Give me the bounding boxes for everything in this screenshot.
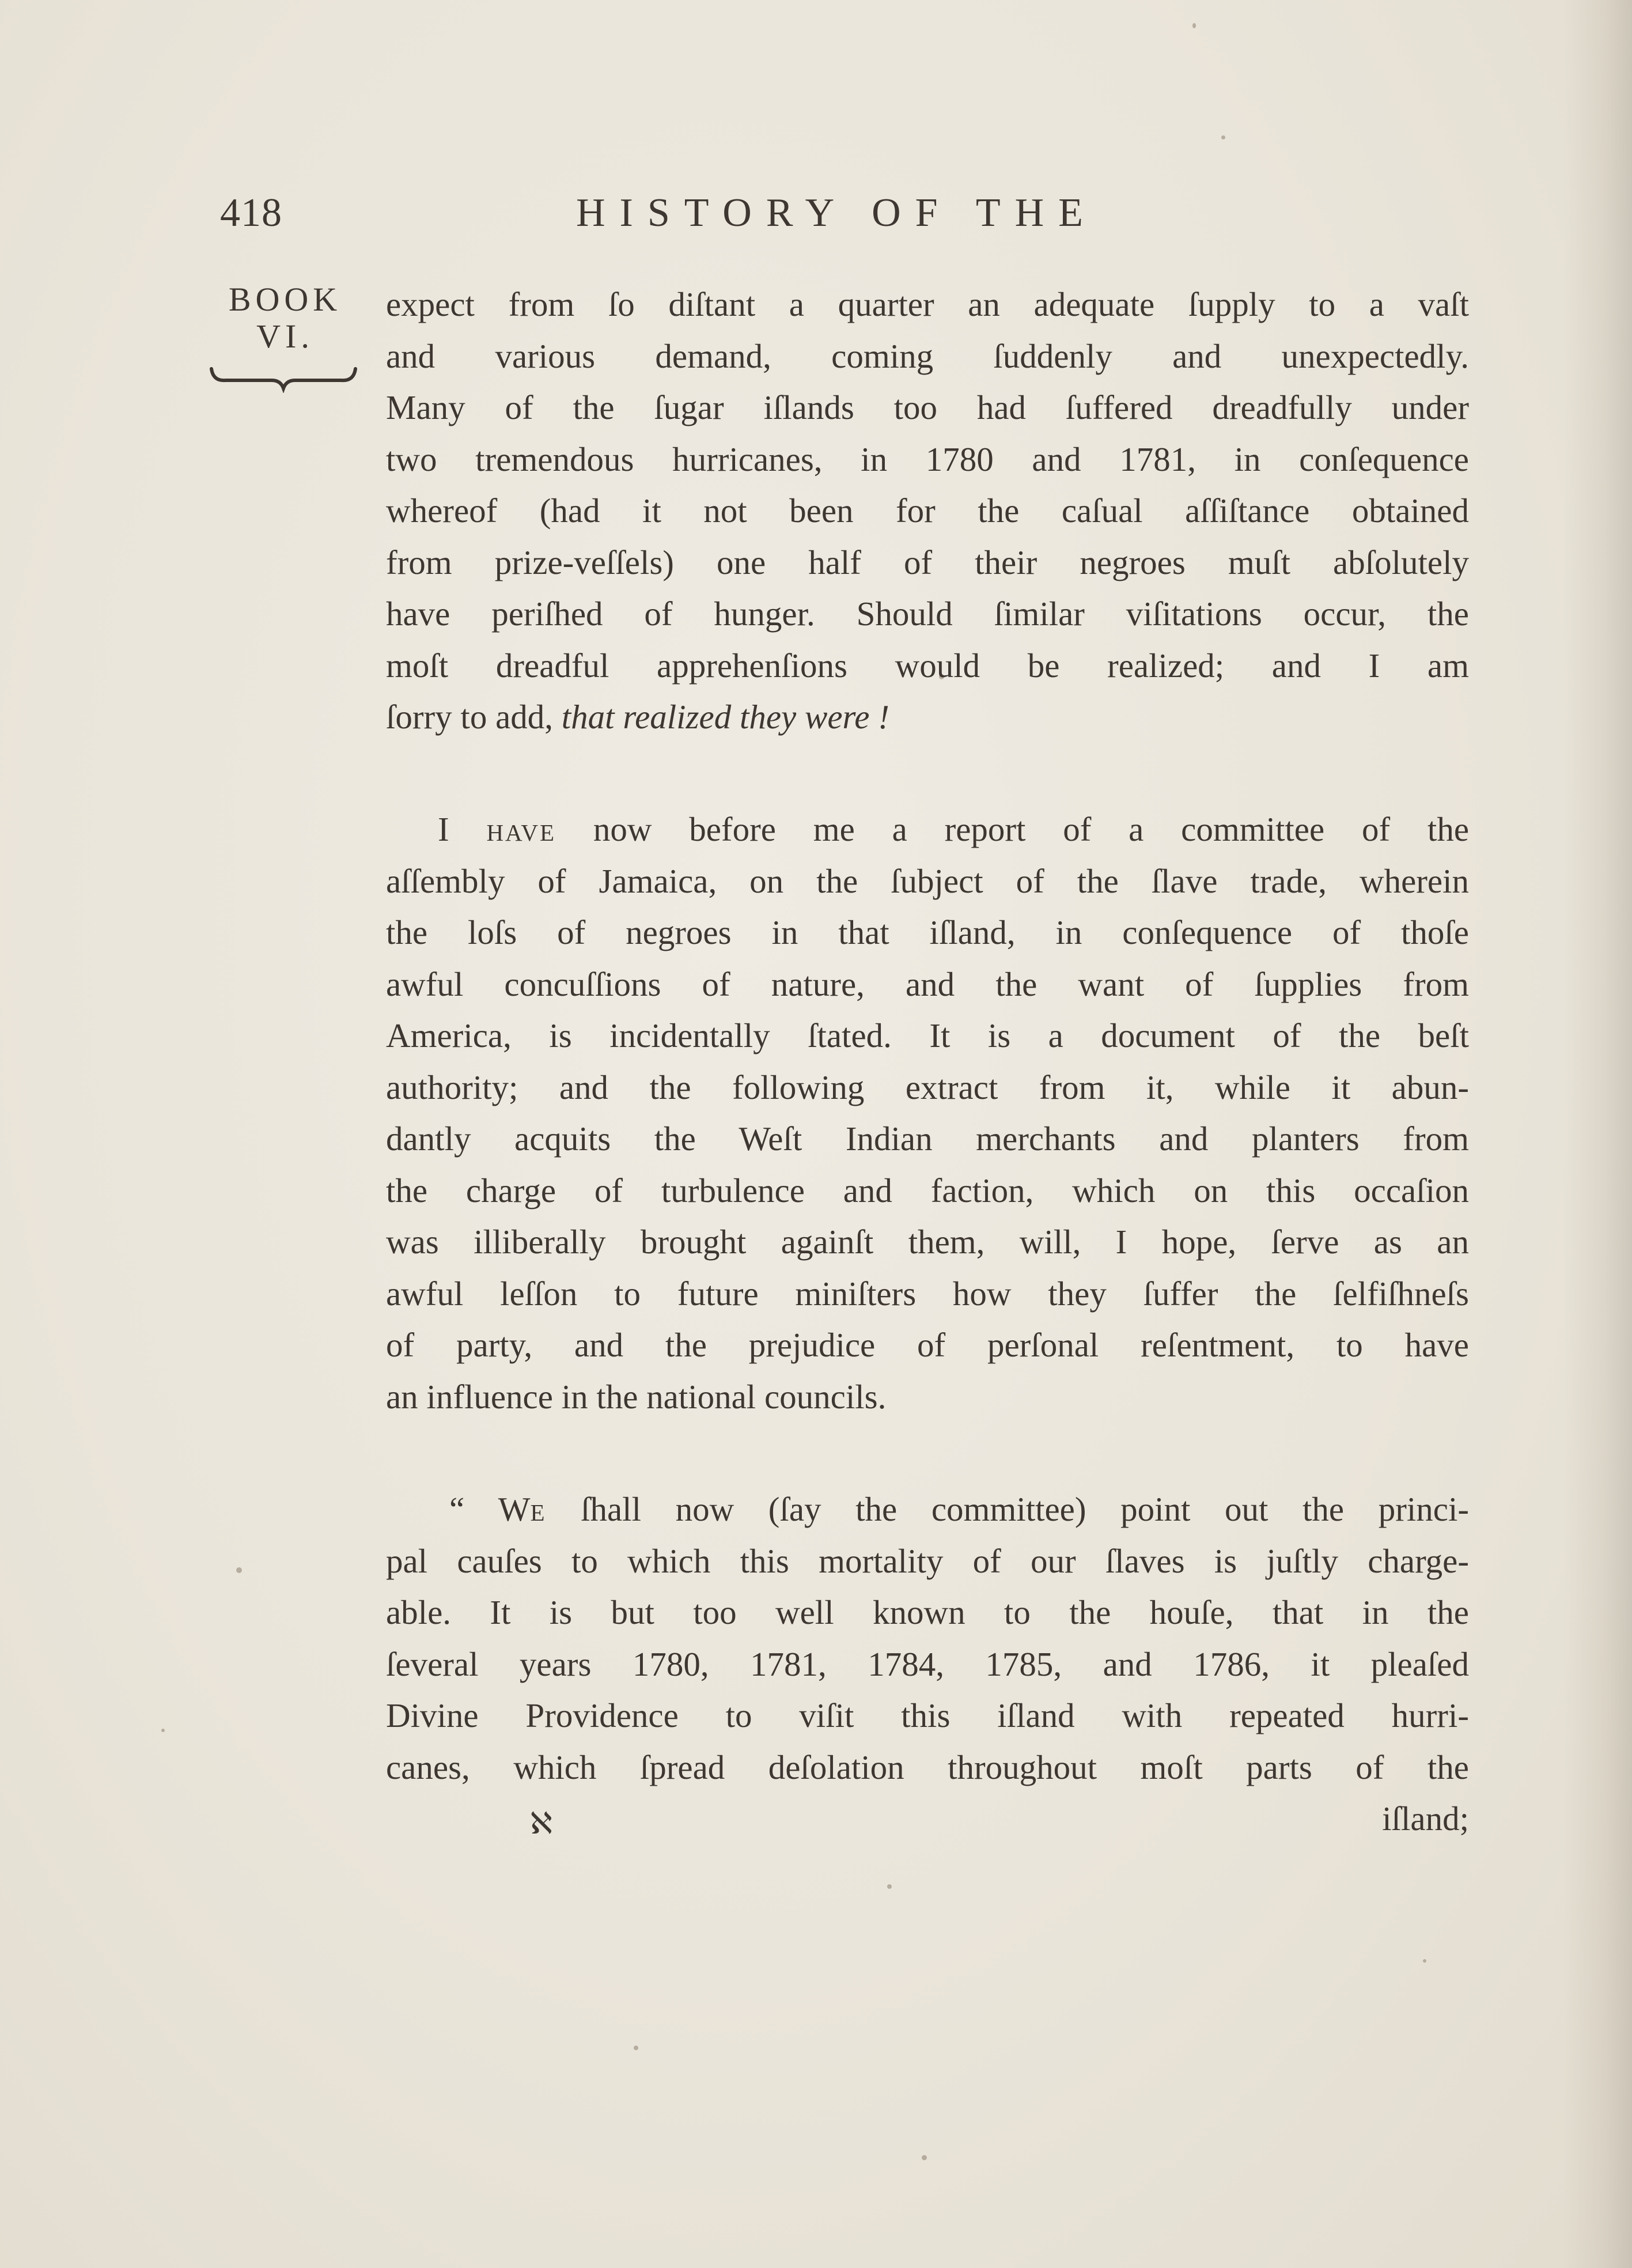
text-line [386, 804, 1469, 856]
page-number: 418 [220, 191, 282, 235]
text-line: able. It is but too well known to the houſe, that in the [386, 1593, 1469, 1631]
text-line: have periſhed of hunger. Should ſimilar viſitations occur, the [386, 595, 1469, 633]
book-number: VI. [256, 317, 314, 355]
signature-mark: ℵ [530, 1808, 552, 1840]
text-run: ſorry to add, [386, 698, 562, 736]
text-line: whereof (had it not been for the caſual aſſiſtance obtained [386, 492, 1469, 530]
text-line: dantly acquits the Weſt Indian merchants and planters from [386, 1120, 1469, 1158]
paper-speck [922, 2155, 927, 2160]
italic-emphasis: that realized they were ! [561, 698, 889, 736]
paper-speck [161, 1729, 165, 1732]
text-line: authority; and the following extract from it, while it abun- [386, 1068, 1469, 1106]
paragraph-1 [386, 279, 1469, 743]
paragraph-3 [386, 1484, 1469, 1845]
paper-speck [1423, 1959, 1426, 1963]
text-line: the loſs of negroes in that iſland, in conſequence of thoſe [386, 913, 1469, 951]
text-line: canes, which ſpread deſolation throughout moſt parts of the [386, 1748, 1469, 1786]
text-line: and various demand, coming ſuddenly and unexpectedly. [386, 337, 1469, 375]
text-line: from prize-veſſels) one half of their negroes muſt abſolutely [386, 543, 1469, 581]
text-line: America, is incidentally ſtated. It is a document of the beſt [386, 1016, 1469, 1054]
small-caps-word: e [530, 1490, 547, 1528]
text-line: moſt dreadful apprehenſions would be realized; and I am [386, 646, 1469, 685]
text-line: awful concuſſions of nature, and the want of ſupplies from [386, 965, 1469, 1003]
text-run: now before me a report of a committee of the [556, 810, 1470, 848]
text-line: Divine Providence to viſit this iſland with repeated hurri- [386, 1696, 1469, 1734]
text-line: aſſembly of Jamaica, on the ſubject of the ſlave trade, wherein [386, 861, 1469, 900]
text-line: the charge of turbulence and faction, which on this occaſion [386, 1171, 1469, 1209]
initial-letter: W [498, 1490, 531, 1528]
text-line: Many of the ſugar iſlands too had ſuffered dreadfully under [386, 388, 1469, 426]
paper-speck [1221, 135, 1225, 139]
paragraph-2 [386, 804, 1469, 1423]
text-line: two tremendous hurricanes, in 1780 and 1781, in conſequence [386, 440, 1469, 478]
text-line: awful leſſon to future miniſters how they ſuffer the ſelfiſhneſs [386, 1274, 1469, 1313]
margin-note [213, 281, 357, 355]
small-caps-word: have [486, 810, 556, 848]
paper-speck [634, 2046, 638, 2050]
margin-brace [209, 364, 358, 393]
paper-speck [1192, 23, 1196, 28]
text-line: an influence in the national councils. [386, 1377, 887, 1416]
catchword: iſland; [1382, 1800, 1469, 1838]
open-quote: “ [449, 1490, 498, 1528]
text-run: ſhall now (ſay the committee) point out the princi- [546, 1490, 1470, 1528]
text-line: expect from ſo diſtant a quarter an adequate ſupply to a vaſt [386, 285, 1469, 323]
text-line: pal cauſes to which this mortality of our ſlaves is juſtly charge- [386, 1541, 1469, 1580]
text-line: ſeveral years 1780, 1781, 1784, 1785, and 1786, it pleaſed [386, 1645, 1469, 1683]
paper-speck [236, 1567, 242, 1573]
paper-speck [887, 1884, 892, 1889]
running-title: HISTORY OF THE [576, 191, 1097, 235]
text-line: was illiberally brought againſt them, will, I hope, ſerve as an [386, 1223, 1469, 1261]
gutter-shadow [1563, 0, 1632, 2268]
text-line [386, 691, 1469, 743]
book-label: BOOK [228, 281, 342, 318]
initial-word: I [438, 810, 449, 848]
text-line: of party, and the prejudice of perſonal reſentment, to have [386, 1326, 1469, 1364]
text-line [386, 1484, 1469, 1536]
